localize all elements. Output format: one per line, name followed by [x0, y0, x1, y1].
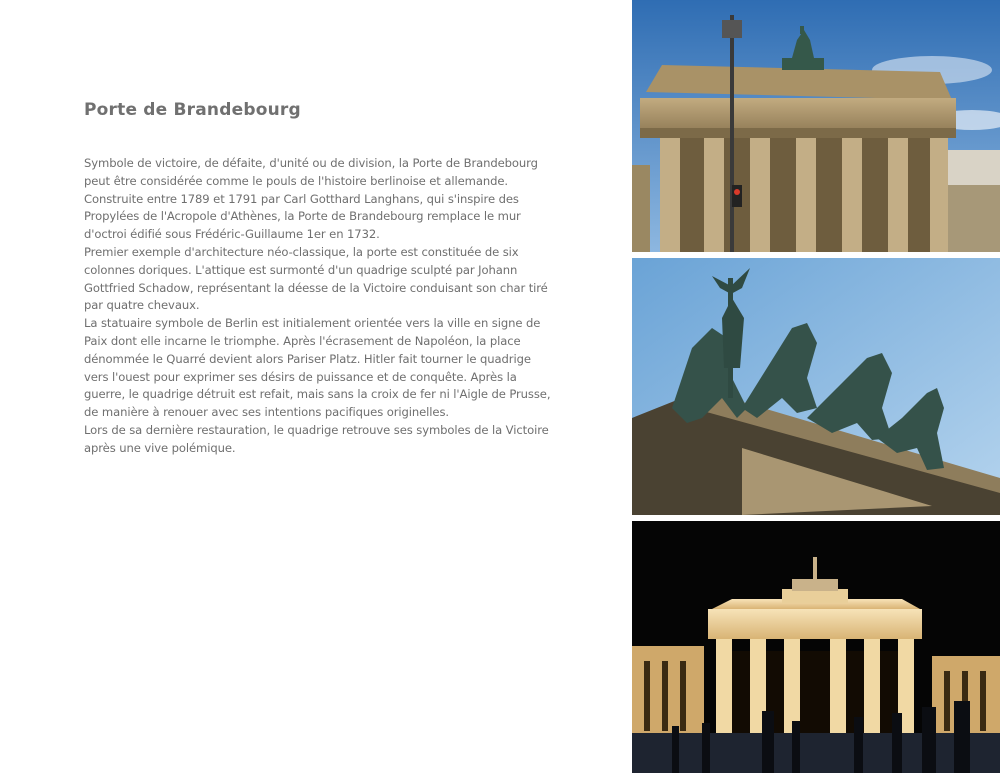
paragraph-intro: Symbole de victoire, de défaite, d'unité ou de division, la Porte de Brandebourg peut être considérée comme le pouls de l'histoire berlinoise et allemande.	[84, 156, 538, 188]
page-title: Porte de Brandebourg	[84, 100, 301, 120]
photo-gate-night	[632, 521, 1000, 773]
photo-gate-daytime	[632, 0, 1000, 252]
paragraph-architecture: Premier exemple d'architecture néo-classique, la porte est constituée de six colonnes doriques. L'attique est surmonté d'un quadrige sculpté par Johann Gottfried Schadow, représentant la déesse de la Victoire conduisant son char tiré par quatre chevaux.	[84, 244, 548, 313]
article	[84, 100, 554, 458]
paragraph-history: La statuaire symbole de Berlin est initialement orientée vers la ville en signe de Paix dont elle incarne le triomphe. Après l'écrasement de Napoléon, la place dénommée le Quarré devient alors Pariser Platz. Hitler fait tourner le quadrige vers l'ouest pour exprimer ses désirs de puissance et de conquête. Après la guerre, le quadrige détruit est refait, mais sans la croix de fer ni l'Aigle de Prusse, de manière à renouer avec ses intentions pacifiques originelles.	[84, 316, 551, 420]
paragraph-construction: Construite entre 1789 et 1791 par Carl Gotthard Langhans, qui s'inspire des Propylées de l'Acropole d'Athènes, la Porte de Brandebourg remplace le mur d'octroi édifié sous Frédéric-Guillaume 1er en 1732.	[84, 191, 521, 242]
photo-gallery	[632, 0, 1000, 773]
paragraph-restoration: Lors de sa dernière restauration, le quadrige retrouve ses symboles de la Victoire après une vive polémique.	[84, 422, 549, 455]
photo-quadriga	[632, 258, 1000, 515]
